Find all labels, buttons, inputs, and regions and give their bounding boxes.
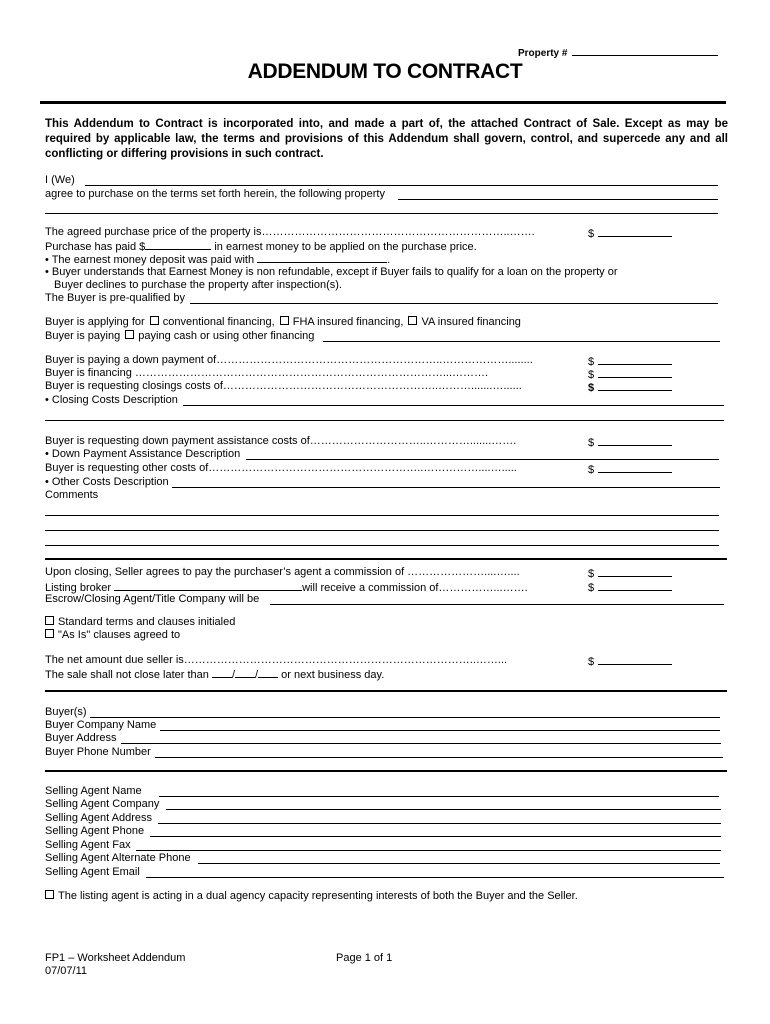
financing-applying-line (45, 316, 521, 329)
dollar-sign: $ (588, 464, 595, 476)
commission-amount[interactable] (588, 566, 672, 581)
other-costs-desc-field[interactable] (172, 487, 720, 488)
closing-costs-desc-line-2[interactable] (45, 420, 724, 421)
agent-email-field[interactable] (146, 877, 724, 878)
earnest-money-text: in earnest money to be applied on the purchase price. (214, 241, 477, 253)
footer-page-number: Page 1 of 1 (336, 952, 393, 964)
prequalified-label: The Buyer is pre-qualified by (45, 292, 186, 304)
agent-address-field[interactable] (158, 823, 721, 824)
other-costs-amount[interactable] (588, 462, 672, 477)
financing-amount-label: Buyer is financing …………………………………………………………………………...………. (45, 367, 489, 379)
i-we-field[interactable] (85, 185, 718, 186)
financing-paying-label: Buyer is paying (45, 330, 121, 342)
agent-company-label: Selling Agent Company (45, 798, 160, 810)
buyer-company-label: Buyer Company Name (45, 719, 157, 731)
other-costs-desc-label: • Other Costs Description (45, 476, 169, 488)
as-is-line (45, 629, 180, 642)
close-date-label: The sale shall not close later than (45, 669, 209, 681)
prequalified-field[interactable] (190, 303, 718, 304)
dollar-sign: $ (588, 382, 595, 394)
property-field[interactable] (398, 199, 718, 200)
standard-terms-checkbox[interactable] (45, 616, 54, 625)
dual-agency-line (45, 890, 578, 903)
agent-alt-phone-field[interactable] (198, 863, 720, 864)
dollar-sign: $ (588, 369, 595, 381)
section-rule-1 (45, 558, 727, 560)
down-payment-label: Buyer is paying a down payment of……………………………………………………..………………........ (45, 354, 533, 366)
fha-checkbox[interactable] (280, 316, 289, 325)
buyer-address-label: Buyer Address (45, 732, 117, 744)
comments-line-1[interactable] (45, 515, 719, 516)
title-rule (40, 101, 726, 104)
net-amount-label: The net amount due seller is……………………………………………………………………..……... (45, 654, 508, 666)
intro-paragraph: This Addendum to Contract is incorporated into, and made a part of, the attached Contract of Sale. Except as may be required by applicable law, the terms and provisions of this Addendum shall govern, control, and supercede any and all conflicting or differing provisions in such contract. (45, 118, 728, 160)
buyer-company-field[interactable] (160, 730, 720, 731)
comments-line-3[interactable] (45, 545, 719, 546)
financing-paying-line (45, 330, 314, 343)
financing-applying-label: Buyer is applying for (45, 316, 145, 328)
standard-terms-line (45, 616, 235, 629)
dollar-sign: $ (588, 356, 595, 368)
va-checkbox[interactable] (408, 316, 417, 325)
earnest-paid-line: • The earnest money deposit was paid with . (45, 254, 391, 266)
dual-agency-label: The listing agent is acting in a dual agency capacity representing interests of both the Buyer and the Seller. (58, 890, 578, 902)
listing-broker-label: Listing broker (45, 582, 112, 594)
closing-costs-label: Buyer is requesting closings costs of…………………………………………………..……….......…...... (45, 380, 522, 392)
footer-form-id: FP1 – Worksheet Addendum (45, 952, 186, 964)
earnest-money-label: Purchase has paid $ (45, 241, 146, 253)
buyers-field[interactable] (90, 717, 720, 718)
comments-line-2[interactable] (45, 530, 719, 531)
dpa-amount[interactable] (588, 435, 672, 450)
i-we-label: I (We) (45, 174, 75, 186)
other-financing-field[interactable] (323, 341, 720, 342)
will-receive-label: will receive a commission of……………...……. (302, 582, 528, 594)
section-rule-3 (45, 770, 727, 772)
agent-alt-phone-label: Selling Agent Alternate Phone (45, 852, 191, 864)
other-costs-label: Buyer is requesting other costs of…………………………………………………..……………....…..... (45, 462, 517, 474)
nonrefundable-line-1: • Buyer understands that Earnest Money is non refundable, except if Buyer fails to qualify for a loan on the property or (45, 266, 618, 278)
date-separator: / (255, 669, 259, 681)
section-rule-2 (45, 690, 727, 692)
closing-costs-amount[interactable] (588, 380, 672, 395)
close-year-field[interactable] (258, 667, 278, 678)
closing-costs-desc-field[interactable] (183, 405, 724, 406)
property-number-field[interactable] (518, 45, 718, 59)
agree-label: agree to purchase on the terms set forth herein, the following property (45, 188, 385, 200)
agent-address-label: Selling Agent Address (45, 812, 153, 824)
as-is-checkbox[interactable] (45, 629, 54, 638)
footer-date: 07/07/11 (45, 965, 88, 977)
buyer-phone-field[interactable] (155, 757, 723, 758)
comments-label: Comments (45, 489, 99, 501)
close-month-field[interactable] (212, 667, 232, 678)
va-label: VA insured financing (421, 316, 521, 328)
agent-email-label: Selling Agent Email (45, 866, 140, 878)
conventional-checkbox[interactable] (150, 316, 159, 325)
page-title: ADDENDUM TO CONTRACT (247, 60, 523, 83)
dpa-desc-field[interactable] (246, 459, 719, 460)
dollar-sign: $ (588, 437, 595, 449)
dpa-label: Buyer is requesting down payment assistance costs of…………………………..………….......……. (45, 435, 517, 447)
conventional-label: conventional financing, (162, 316, 275, 328)
escrow-label: Escrow/Closing Agent/Title Company will be (45, 593, 260, 605)
dollar-sign: $ (588, 656, 595, 668)
listing-commission-amount[interactable] (588, 580, 672, 595)
cash-checkbox[interactable] (125, 330, 134, 339)
listing-broker-field[interactable] (114, 580, 302, 591)
close-date-line (45, 667, 384, 682)
date-separator: / (231, 669, 235, 681)
net-amount[interactable] (588, 654, 672, 669)
cash-label: paying cash or using other financing (138, 330, 315, 342)
agent-fax-label: Selling Agent Fax (45, 839, 131, 851)
buyer-address-field[interactable] (121, 743, 721, 744)
dual-agency-checkbox[interactable] (45, 890, 54, 899)
dollar-sign: $ (588, 228, 595, 240)
property-number-label: Property # (518, 48, 568, 59)
nonrefundable-line-2: Buyer declines to purchase the property after inspection(s). (54, 279, 342, 291)
buyer-phone-label: Buyer Phone Number (45, 746, 151, 758)
earnest-amount-field[interactable] (145, 239, 211, 250)
agent-fax-field[interactable] (136, 850, 721, 851)
agent-name-field[interactable] (159, 796, 719, 797)
agent-phone-field[interactable] (150, 836, 721, 837)
dollar-sign: $ (588, 568, 595, 580)
standard-terms-label: Standard terms and clauses initialed (58, 616, 236, 628)
fha-label: FHA insured financing, (292, 316, 404, 328)
buyers-label: Buyer(s) (45, 706, 87, 718)
property-field-line-2[interactable] (45, 213, 718, 214)
agent-company-field[interactable] (166, 809, 721, 810)
agreed-price-amount[interactable] (588, 226, 672, 241)
agreed-price-label: The agreed purchase price of the property is…………………………………………………………..……. (45, 226, 535, 238)
commission-label: Upon closing, Seller agrees to pay the purchaser’s agent a commission of …………………....….... (45, 566, 520, 578)
agent-phone-label: Selling Agent Phone (45, 825, 145, 837)
as-is-label: "As Is" clauses agreed to (58, 629, 181, 641)
dollar-sign: $ (588, 582, 595, 594)
close-day-field[interactable] (235, 667, 255, 678)
closing-costs-desc-label: • Closing Costs Description (45, 394, 178, 406)
dpa-desc-label: • Down Payment Assistance Description (45, 448, 241, 460)
agent-name-label: Selling Agent Name (45, 785, 142, 797)
close-date-suffix: or next business day. (281, 669, 385, 681)
earnest-paid-label: • The earnest money deposit was paid with (45, 254, 255, 266)
paid-with-field[interactable] (257, 252, 387, 263)
escrow-field[interactable] (270, 604, 724, 605)
